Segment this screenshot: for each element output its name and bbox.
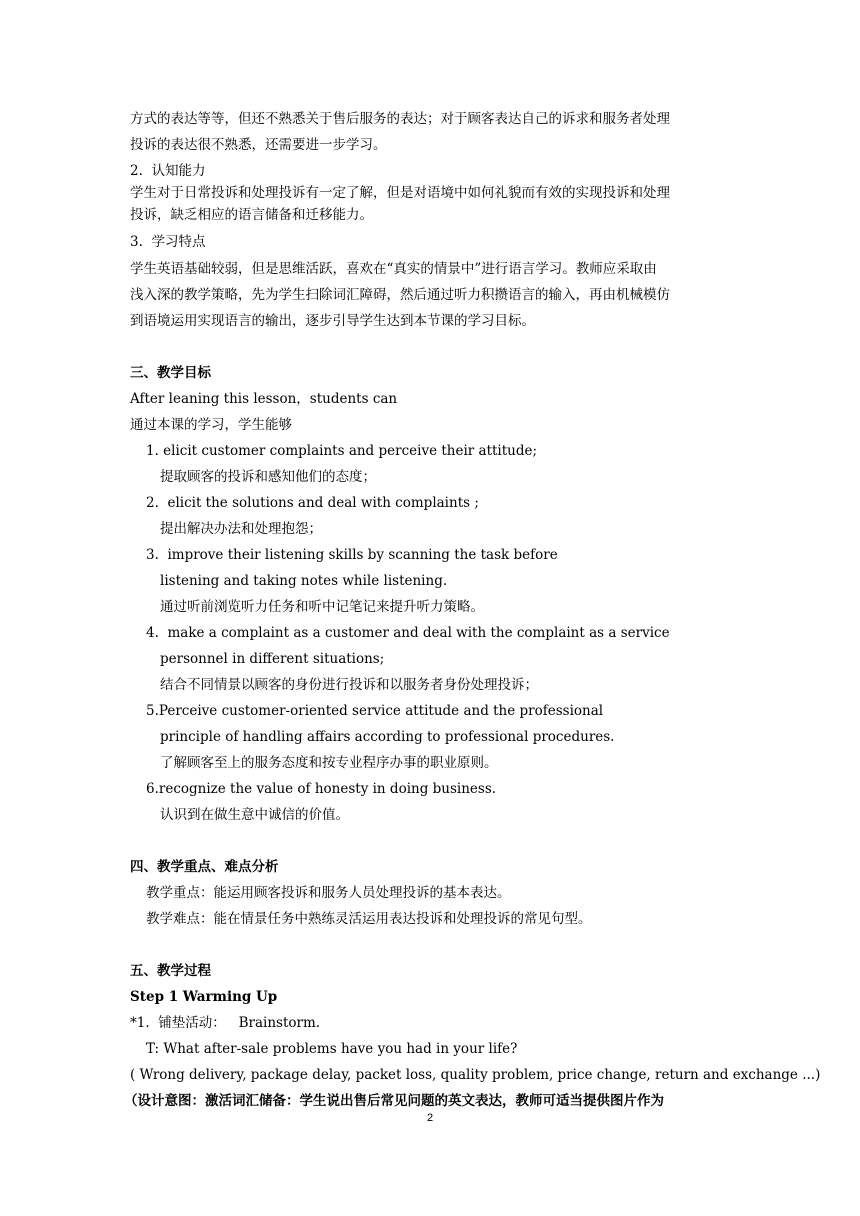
paragraph-line: 投诉，缺乏相应的语言储备和迁移能力。 <box>130 207 373 223</box>
paragraph-line: 教学难点：能在情景任务中熟练灵活运用表达投诉和处理投诉的常见句型。 <box>146 911 592 927</box>
objective-translation: 结合不同情景以顾客的身份进行投诉和以服务者身份处理投诉； <box>160 677 538 693</box>
paragraph-line: 通过本课的学习，学生能够 <box>130 417 292 433</box>
paragraph-line: 到语境运用实现语言的输出，逐步引导学生达到本节课的学习目标。 <box>130 313 535 329</box>
objective-item-cont: personnel in different situations; <box>160 651 385 667</box>
objective-translation: 通过听前浏览听力任务和听中记笔记来提升听力策略。 <box>160 599 484 615</box>
objective-item: 1. elicit customer complaints and perceive their attitude; <box>146 443 538 459</box>
objective-translation: 认识到在做生意中诚信的价值。 <box>160 807 349 823</box>
paragraph-line: 投诉的表达很不熟悉，还需要进一步学习。 <box>130 137 387 153</box>
paragraph-line: 学生对于日常投诉和处理投诉有一定了解，但是对语境中如何礼貌而有效的实现投诉和处理 <box>130 185 670 201</box>
paragraph-line: 教学重点：能运用顾客投诉和服务人员处理投诉的基本表达。 <box>146 885 511 901</box>
objective-item: 6.recognize the value of honesty in doing business. <box>146 781 497 797</box>
paragraph-line: 方式的表达等等，但还不熟悉关于售后服务的表达；对于顾客表达自己的诉求和服务者处理 <box>130 111 670 127</box>
objective-item: 2. elicit the solutions and deal with complaints ; <box>146 495 479 511</box>
objective-translation: 提出解决办法和处理抱怨； <box>160 521 322 537</box>
section-heading: 五、教学过程 <box>130 963 211 979</box>
objective-item: 5.Perceive customer-oriented service attitude and the professional <box>146 703 604 719</box>
paragraph-line: 浅入深的教学策略，先为学生扫除词汇障碍，然后通过听力积攒语言的输入，再由机械模仿 <box>130 287 670 303</box>
subheading: 2. 认知能力 <box>130 163 206 179</box>
objective-translation: 提取顾客的投诉和感知他们的态度； <box>160 469 376 485</box>
section-heading: 三、教学目标 <box>130 365 211 381</box>
objective-item-cont: principle of handling affairs according to professional procedures. <box>160 729 615 745</box>
paragraph-line: *1. 铺垫活动： Brainstorm. <box>130 1015 321 1031</box>
paragraph-line: ( Wrong delivery, package delay, packet loss, quality problem, price change, return and exchange ...) <box>130 1067 821 1083</box>
objective-translation: 了解顾客至上的服务态度和按专业程序办事的职业原则。 <box>160 755 498 771</box>
paragraph-line: 学生英语基础较弱，但是思维活跃，喜欢在“真实的情景中”进行语言学习。教师应采取由 <box>130 261 657 277</box>
step-heading: Step 1 Warming Up <box>130 989 278 1005</box>
page-number: 2 <box>426 1112 434 1124</box>
objective-item: 4. make a complaint as a customer and deal with the complaint as a service <box>146 625 670 641</box>
paragraph-line: After leaning this lesson，students can <box>130 391 398 407</box>
design-intent-line: （设计意图：激活词汇储备：学生说出售后常见问题的英文表达，教师可适当提供图片作为 <box>124 1093 664 1109</box>
section-heading: 四、教学重点、难点分析 <box>130 859 279 875</box>
objective-item: 3. improve their listening skills by scanning the task before <box>146 547 558 563</box>
subheading: 3. 学习特点 <box>130 234 206 250</box>
objective-item-cont: listening and taking notes while listening. <box>160 573 448 589</box>
paragraph-line: T: What after-sale problems have you had in your life? <box>146 1041 518 1057</box>
